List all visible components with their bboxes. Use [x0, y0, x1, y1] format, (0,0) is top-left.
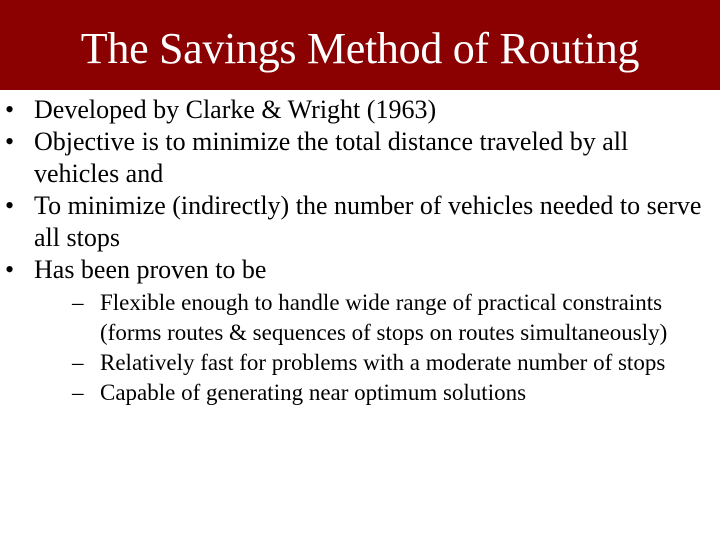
bullet-dot: •	[5, 127, 15, 156]
sub-bullet-list	[34, 288, 710, 408]
bullet-text: Developed by Clarke & Wright (1963)	[34, 95, 437, 124]
bullet-text: Objective is to minimize the total distance traveled by all vehicles and	[34, 127, 629, 188]
sub-bullet-dash: –	[72, 290, 84, 315]
bullet-item	[0, 126, 720, 190]
sub-bullet-text: Capable of generating near optimum solutions	[100, 380, 527, 405]
sub-bullet-item	[34, 348, 710, 378]
bullet-item	[0, 94, 720, 126]
bullet-text: Has been proven to be	[34, 255, 267, 284]
sub-bullet-item	[34, 378, 710, 408]
bullet-list	[0, 94, 720, 408]
bullet-dot: •	[5, 255, 15, 284]
slide-title: The Savings Method of Routing	[80, 24, 640, 73]
bullet-dot: •	[5, 191, 15, 220]
bullet-text: To minimize (indirectly) the number of vehicles needed to serve all stops	[34, 191, 702, 252]
sub-bullet-text: Relatively fast for problems with a moderate number of stops	[100, 350, 666, 375]
bullet-dot: •	[5, 95, 15, 124]
sub-bullet-text: Flexible enough to handle wide range of practical constraints (forms routes & sequences of stops on routes simultaneously)	[100, 290, 668, 345]
bullet-item	[0, 190, 720, 254]
sub-bullet-dash: –	[72, 380, 84, 405]
sub-bullet-item	[34, 288, 710, 348]
bullet-item	[0, 254, 720, 408]
sub-bullet-dash: –	[72, 350, 84, 375]
